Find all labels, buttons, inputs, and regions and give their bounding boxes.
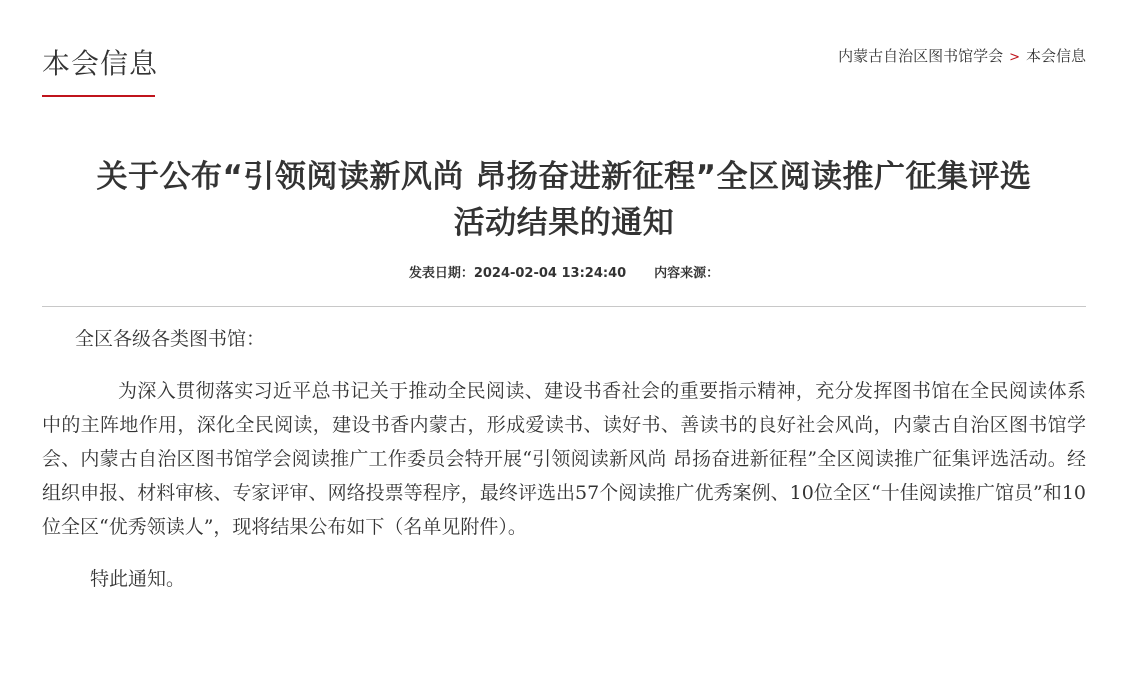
greeting-paragraph: 全区各级各类图书馆： <box>75 328 266 350</box>
body-paragraph: 为深入贯彻落实习近平总书记关于推动全民阅读、建设书香社会的重要指示精神，充分发挥图书馆在全民阅读体系中的主阵地作用，深化全民阅读，建设书香内蒙古，形成爱读书、读好书、善读书的良好社会风尚，内蒙古自治区图书馆学会、内蒙古自治区图书馆学会阅读推广工作委员会特开展“引领阅读新风尚 昂扬奋进新征程”全区阅读推广征集评选活动。经组织申报、材料审核、专家评审、网络投票等程序，最终评选出57个阅读推广优秀案例、10位全区“十佳阅读推广馆员”和10位全区“优秀领读人”，现将结果公布如下（名单见附件）。 <box>42 380 1086 538</box>
breadcrumb-separator: > <box>1009 50 1020 65</box>
breadcrumb-home-link[interactable]: 内蒙古自治区图书馆学会 <box>838 47 1004 65</box>
article-title-line-1: 关于公布“引领阅读新风尚 昂扬奋进新征程”全区阅读推广征集评选 <box>96 159 1032 195</box>
header-divider <box>42 306 1086 307</box>
article-title <box>42 154 1086 246</box>
article-content <box>42 322 1086 596</box>
article-meta <box>42 264 1086 284</box>
closing-paragraph: 特此通知。 <box>90 568 186 590</box>
breadcrumb-current-link[interactable]: 本会信息 <box>1025 47 1086 65</box>
section-title-underline <box>42 95 155 97</box>
section-title: 本会信息 <box>42 47 159 80</box>
content-source: 内容来源： <box>654 266 720 281</box>
publish-date: 发表日期：2024-02-04 13:24:40 <box>408 266 627 281</box>
breadcrumb <box>838 45 1086 69</box>
article-title-line-2: 活动结果的通知 <box>453 205 675 241</box>
